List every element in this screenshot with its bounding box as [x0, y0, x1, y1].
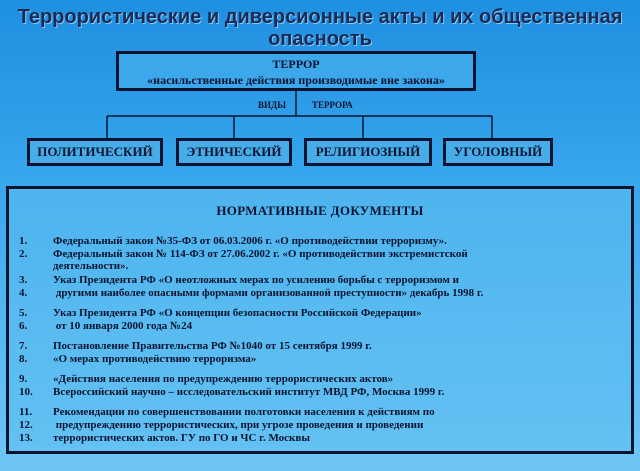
doc-item	[19, 419, 619, 431]
doc-num: 11.	[19, 406, 33, 418]
terror-definition: «насильственные действия производимые вне закона»	[147, 73, 445, 87]
doc-item	[19, 287, 619, 299]
doc-item	[19, 260, 619, 272]
doc-item	[19, 248, 619, 260]
doc-item	[19, 432, 619, 444]
type-ethnic: ЭТНИЧЕСКИЙ	[176, 138, 292, 166]
doc-text: предупреждению террористических, при угрозе проведения и проведении	[53, 419, 424, 431]
doc-item	[19, 235, 619, 247]
doc-item	[19, 353, 619, 365]
type-religious: РЕЛИГИОЗНЫЙ	[304, 138, 432, 166]
terror-heading: ТЕРРОР	[272, 57, 320, 71]
doc-item	[19, 386, 619, 398]
types-label-left: ВИДЫ	[258, 100, 287, 110]
doc-text: Указ Президента РФ «О неотложных мерах по усилению борьбы с терроризмом и	[53, 274, 460, 286]
types-label-right: ТЕРРОРА	[312, 100, 353, 110]
doc-num: 3.	[19, 274, 28, 286]
normative-documents-panel	[6, 186, 634, 454]
doc-text: другими наиболее опасными формами организованной преступности» декабрь 1998 г.	[53, 287, 484, 299]
doc-num: 6.	[19, 320, 28, 332]
title-line-1: Террористические и диверсионные акты и их общественная	[17, 6, 623, 28]
doc-text: Федеральный закон № 114-ФЗ от 27.06.2002 г. «О противодействии экстремистской	[53, 248, 468, 260]
doc-item	[19, 373, 619, 385]
doc-text: от 10 января 2000 года №24	[53, 320, 193, 332]
doc-text: «Действия населения по предупреждению террористических актов»	[53, 373, 394, 385]
doc-num: 7.	[19, 340, 28, 352]
doc-num: 12.	[19, 419, 33, 431]
doc-num: 5.	[19, 307, 28, 319]
doc-num: 8.	[19, 353, 28, 365]
doc-num: 13.	[19, 432, 33, 444]
doc-num: 1.	[19, 235, 28, 247]
doc-num: 9.	[19, 373, 28, 385]
type-criminal: УГОЛОВНЫЙ	[443, 138, 553, 166]
doc-num: 4.	[19, 287, 28, 299]
doc-text: Указ Президента РФ «О концепции безопасности Российской Федерации»	[53, 307, 422, 319]
doc-item	[19, 320, 619, 332]
doc-text: деятельности».	[53, 260, 129, 272]
doc-num: 2.	[19, 248, 28, 260]
doc-item	[19, 274, 619, 286]
doc-text: террористических актов. ГУ по ГО и ЧС г. Москвы	[53, 432, 310, 444]
doc-item	[19, 340, 619, 352]
title-line-2: опасность	[268, 28, 372, 50]
type-political: ПОЛИТИЧЕСКИЙ	[27, 138, 163, 166]
doc-text: Постановление Правительства РФ №1040 от 15 сентября 1999 г.	[53, 340, 372, 352]
doc-item	[19, 406, 619, 418]
doc-num: 10.	[19, 386, 33, 398]
docs-heading: НОРМАТИВНЫЕ ДОКУМЕНТЫ	[216, 203, 424, 218]
doc-text: Федеральный закон №35-ФЗ от 06.03.2006 г. «О противодействии терроризму».	[53, 235, 447, 247]
doc-text: «О мерах противодействию терроризма»	[53, 353, 257, 365]
doc-item	[19, 307, 619, 319]
doc-text: Рекомендации по совершенствовании полготовки населения к действиям по	[53, 406, 435, 418]
doc-text: Всероссийский научно – исследовательский институт МВД РФ, Москва 1999 г.	[53, 386, 445, 398]
